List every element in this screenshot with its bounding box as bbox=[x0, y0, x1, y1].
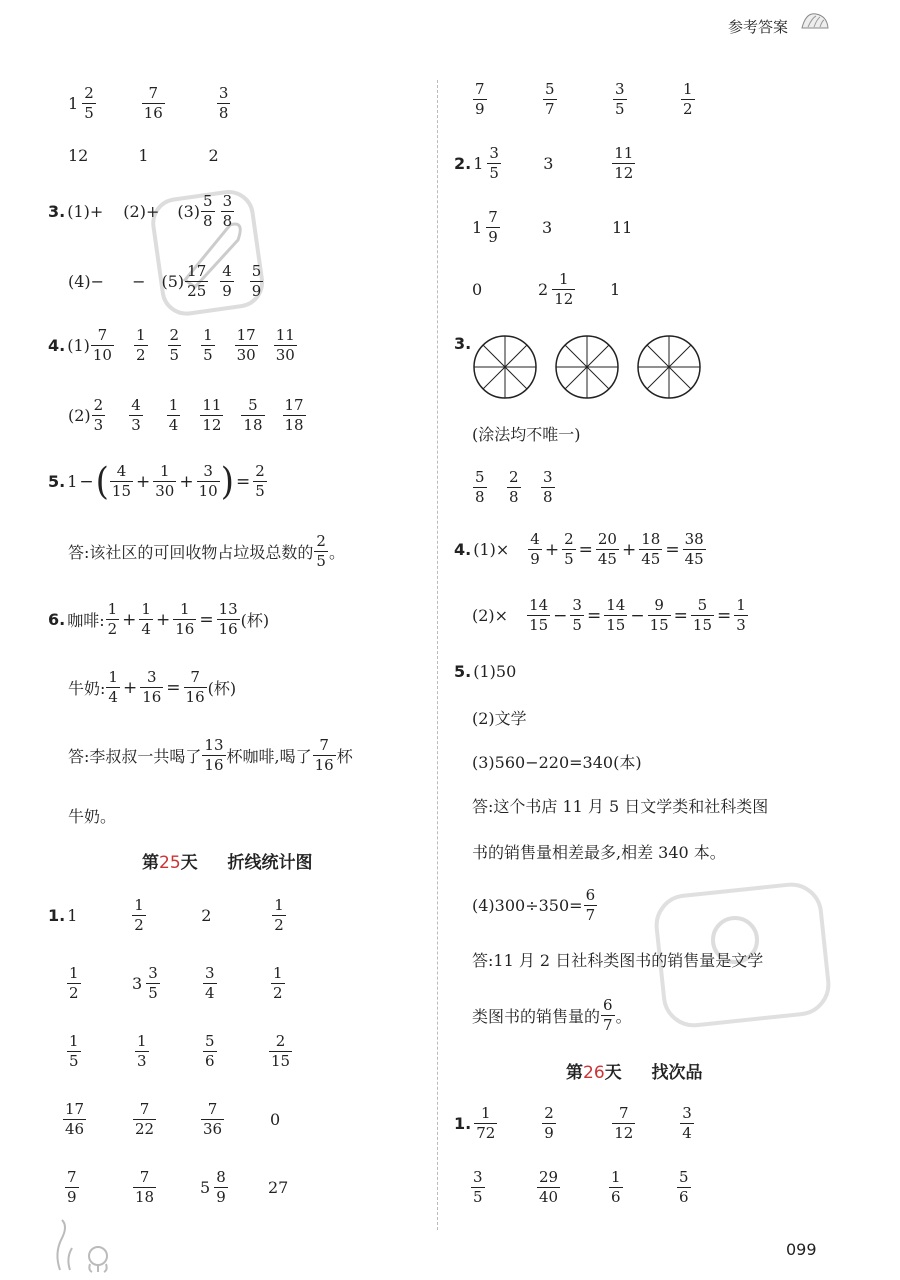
column-divider bbox=[437, 80, 438, 1230]
answer: (2)+ bbox=[123, 202, 160, 221]
left-q6-milk: 牛奶: $\frac{1}{4}$ + $\frac{3}{16}$ = $\frac{7}{16}$ (杯) bbox=[68, 668, 237, 706]
question-number: 4. bbox=[48, 336, 66, 355]
d26-q1-row1: 1. $\frac{1}{72}$ $\frac{2}{9}$ $\frac{7}{12}$ $\frac{3}{4}$ bbox=[454, 1104, 692, 1142]
operator: − bbox=[79, 471, 94, 492]
right-q2-row1: 2. 1 $\frac{3}{5}$ 3 $\frac{11}{12}$ bbox=[454, 144, 634, 182]
answer: (3) bbox=[177, 202, 201, 221]
label: 牛奶: bbox=[68, 679, 106, 698]
left-q3-row1: 3. (1)+ (2)+ (3) $\frac{5}{8}$ $\frac{3}{8}$ bbox=[48, 192, 233, 230]
right-q4-row2: (2)× $\frac{14}{15}$ − $\frac{3}{5}$ = $\frac{14}{15}$ − $\frac{9}{15}$ = $\frac{5}{15}$ = $\frac{1}{3}$ bbox=[472, 596, 746, 634]
question-number: 4. bbox=[454, 540, 472, 559]
header-title: 参考答案 bbox=[728, 18, 789, 36]
right-q3-label bbox=[454, 334, 473, 353]
answer-text: 牛奶。 bbox=[68, 807, 117, 826]
left-q4-row1: 4. (1) $\frac{7}{10}$ $\frac{1}{2}$ $\frac{2}{5}$ $\frac{1}{5}$ $\frac{17}{30}$ $\frac{11}{30}$ bbox=[48, 326, 295, 364]
question-number: 1. bbox=[454, 1114, 472, 1133]
right-q2-row3: 0 2 $\frac{1}{12}$ 1 bbox=[472, 270, 621, 308]
question-number: 5. bbox=[48, 472, 66, 491]
left-second-row bbox=[68, 146, 219, 165]
value: 2 bbox=[208, 146, 219, 165]
unit: (杯) bbox=[240, 611, 270, 630]
unit: (杯) bbox=[207, 679, 237, 698]
value: 12 bbox=[68, 146, 89, 165]
d25-q1-row5: $\frac{7}{9}$ $\frac{7}{18}$ 5 $\frac{8}{9}$ 27 bbox=[67, 1168, 289, 1206]
answer-text: 。 bbox=[328, 543, 345, 562]
left-q6-answer: 答:李叔叔一共喝了 $\frac{13}{16}$ 杯咖啡,喝了 $\frac{7}{16}$ 杯 bbox=[68, 736, 353, 774]
label: (2) bbox=[68, 406, 91, 425]
right-top-row: $\frac{7}{9}$ $\frac{5}{7}$ $\frac{3}{5}$ $\frac{1}{2}$ bbox=[475, 80, 693, 118]
left-q4-row2: (2) $\frac{2}{3}$ $\frac{4}{3}$ $\frac{1}{4}$ $\frac{11}{12}$ $\frac{5}{18}$ $\frac{17}{18}$ bbox=[68, 396, 304, 434]
circle-diagram-3 bbox=[636, 334, 702, 400]
right-q5-l7: 答:11 月 2 日社科类图书的销售量是文学 bbox=[472, 951, 764, 970]
question-number: 3. bbox=[48, 202, 66, 221]
label: (1) bbox=[67, 336, 90, 355]
answer-text: 答:李叔叔一共喝了 bbox=[68, 747, 202, 766]
right-q2-row2: 1 $\frac{7}{9}$ 3 11 bbox=[472, 208, 633, 246]
right-q3-fracs: $\frac{5}{8}$ $\frac{2}{8}$ $\frac{3}{8}$ bbox=[475, 468, 553, 506]
left-q5-answer: 答:该社区的可回收物占垃圾总数的 $\frac{2}{5}$ 。 bbox=[68, 532, 345, 570]
circle-diagram-1 bbox=[472, 334, 538, 400]
d25-q1-row1: 1. 1 $\frac{1}{2}$ 2 $\frac{1}{2}$ bbox=[48, 896, 284, 934]
question-number: 1. bbox=[48, 906, 66, 925]
section-heading-day26: 第26天 找次品 bbox=[566, 1063, 703, 1083]
operator: + bbox=[136, 471, 151, 492]
right-q5-l1: 5. (1)50 bbox=[454, 662, 517, 681]
left-q6-answer-cont bbox=[68, 804, 116, 827]
answer-text: 杯咖啡,喝了 bbox=[226, 747, 312, 766]
operator: = bbox=[235, 471, 251, 492]
question-number: 2. bbox=[454, 154, 472, 173]
left-q3-row2: (4)− − (5) $\frac{17}{25}$ $\frac{4}{9}$ $\frac{5}{9}$ bbox=[68, 262, 262, 300]
right-q5-l5: 书的销售量相差最多,相差 340 本。 bbox=[472, 843, 726, 862]
label: (2)× bbox=[472, 606, 509, 625]
d25-q1-row4: $\frac{17}{46}$ $\frac{7}{22}$ $\frac{7}{36}$ 0 bbox=[65, 1100, 281, 1138]
answer: (4)− bbox=[68, 272, 105, 291]
right-q5-l8: 类图书的销售量的 $\frac{6}{7}$ 。 bbox=[472, 996, 632, 1034]
answer-text: 杯 bbox=[336, 747, 353, 766]
answer: (1)+ bbox=[67, 202, 104, 221]
label: (1)× bbox=[473, 540, 510, 559]
d26-q1-row2: $\frac{3}{5}$ $\frac{29}{40}$ $\frac{1}{6}$ $\frac{5}{6}$ bbox=[473, 1168, 689, 1206]
answer: − bbox=[132, 272, 146, 291]
value: 1 bbox=[67, 472, 78, 491]
d25-q1-row3: $\frac{1}{5}$ $\frac{1}{3}$ $\frac{5}{6}$ $\frac{2}{15}$ bbox=[69, 1032, 291, 1070]
left-top-row: 1 $\frac{2}{5}$ $\frac{7}{16}$ $\frac{3}{8}$ bbox=[68, 84, 229, 122]
page-number: 099 bbox=[786, 1240, 817, 1259]
right-q4-row1: 4. (1)× $\frac{4}{9}$ + $\frac{2}{5}$ = $\frac{20}{45}$ + $\frac{18}{45}$ = $\frac{38}{45}$ bbox=[454, 530, 704, 568]
value: 1 bbox=[138, 146, 149, 165]
answer-text: 答:该社区的可回收物占垃圾总数的 bbox=[68, 543, 314, 562]
question-number: 6. bbox=[48, 610, 66, 629]
right-q5-l3: (3)560−220=340(本) bbox=[472, 753, 642, 772]
d25-q1-row2: $\frac{1}{2}$ 3 $\frac{3}{5}$ $\frac{3}{4}$ $\frac{1}{2}$ bbox=[69, 964, 283, 1002]
circle-diagram-2 bbox=[554, 334, 620, 400]
left-q6-coffee: 6. 咖啡: $\frac{1}{2}$ + $\frac{1}{4}$ + $\frac{1}{16}$ = $\frac{13}{16}$ (杯) bbox=[48, 600, 270, 638]
right-q5-l6: (4)300÷350= $\frac{6}{7}$ bbox=[472, 886, 596, 924]
answer: (5) bbox=[161, 272, 185, 291]
shell-icon bbox=[800, 10, 830, 32]
question-number: 5. bbox=[454, 662, 472, 681]
right-q3-note: (涂法均不唯一) bbox=[472, 425, 581, 444]
right-q5-l2: (2)文学 bbox=[472, 709, 527, 728]
section-heading-day25: 第25天 折线统计图 bbox=[142, 853, 313, 873]
right-q5-l4: 答:这个书店 11 月 5 日文学类和社科类图 bbox=[472, 797, 769, 816]
seaweed-octopus-icon bbox=[48, 1218, 118, 1273]
question-number: 3. bbox=[454, 334, 472, 353]
label: 咖啡: bbox=[67, 611, 105, 630]
left-q5-equation: 5. 1 − ( $\frac{4}{15}$ + $\frac{1}{30}$ + $\frac{3}{10}$ ) = $\frac{2}{5}$ bbox=[48, 459, 265, 504]
